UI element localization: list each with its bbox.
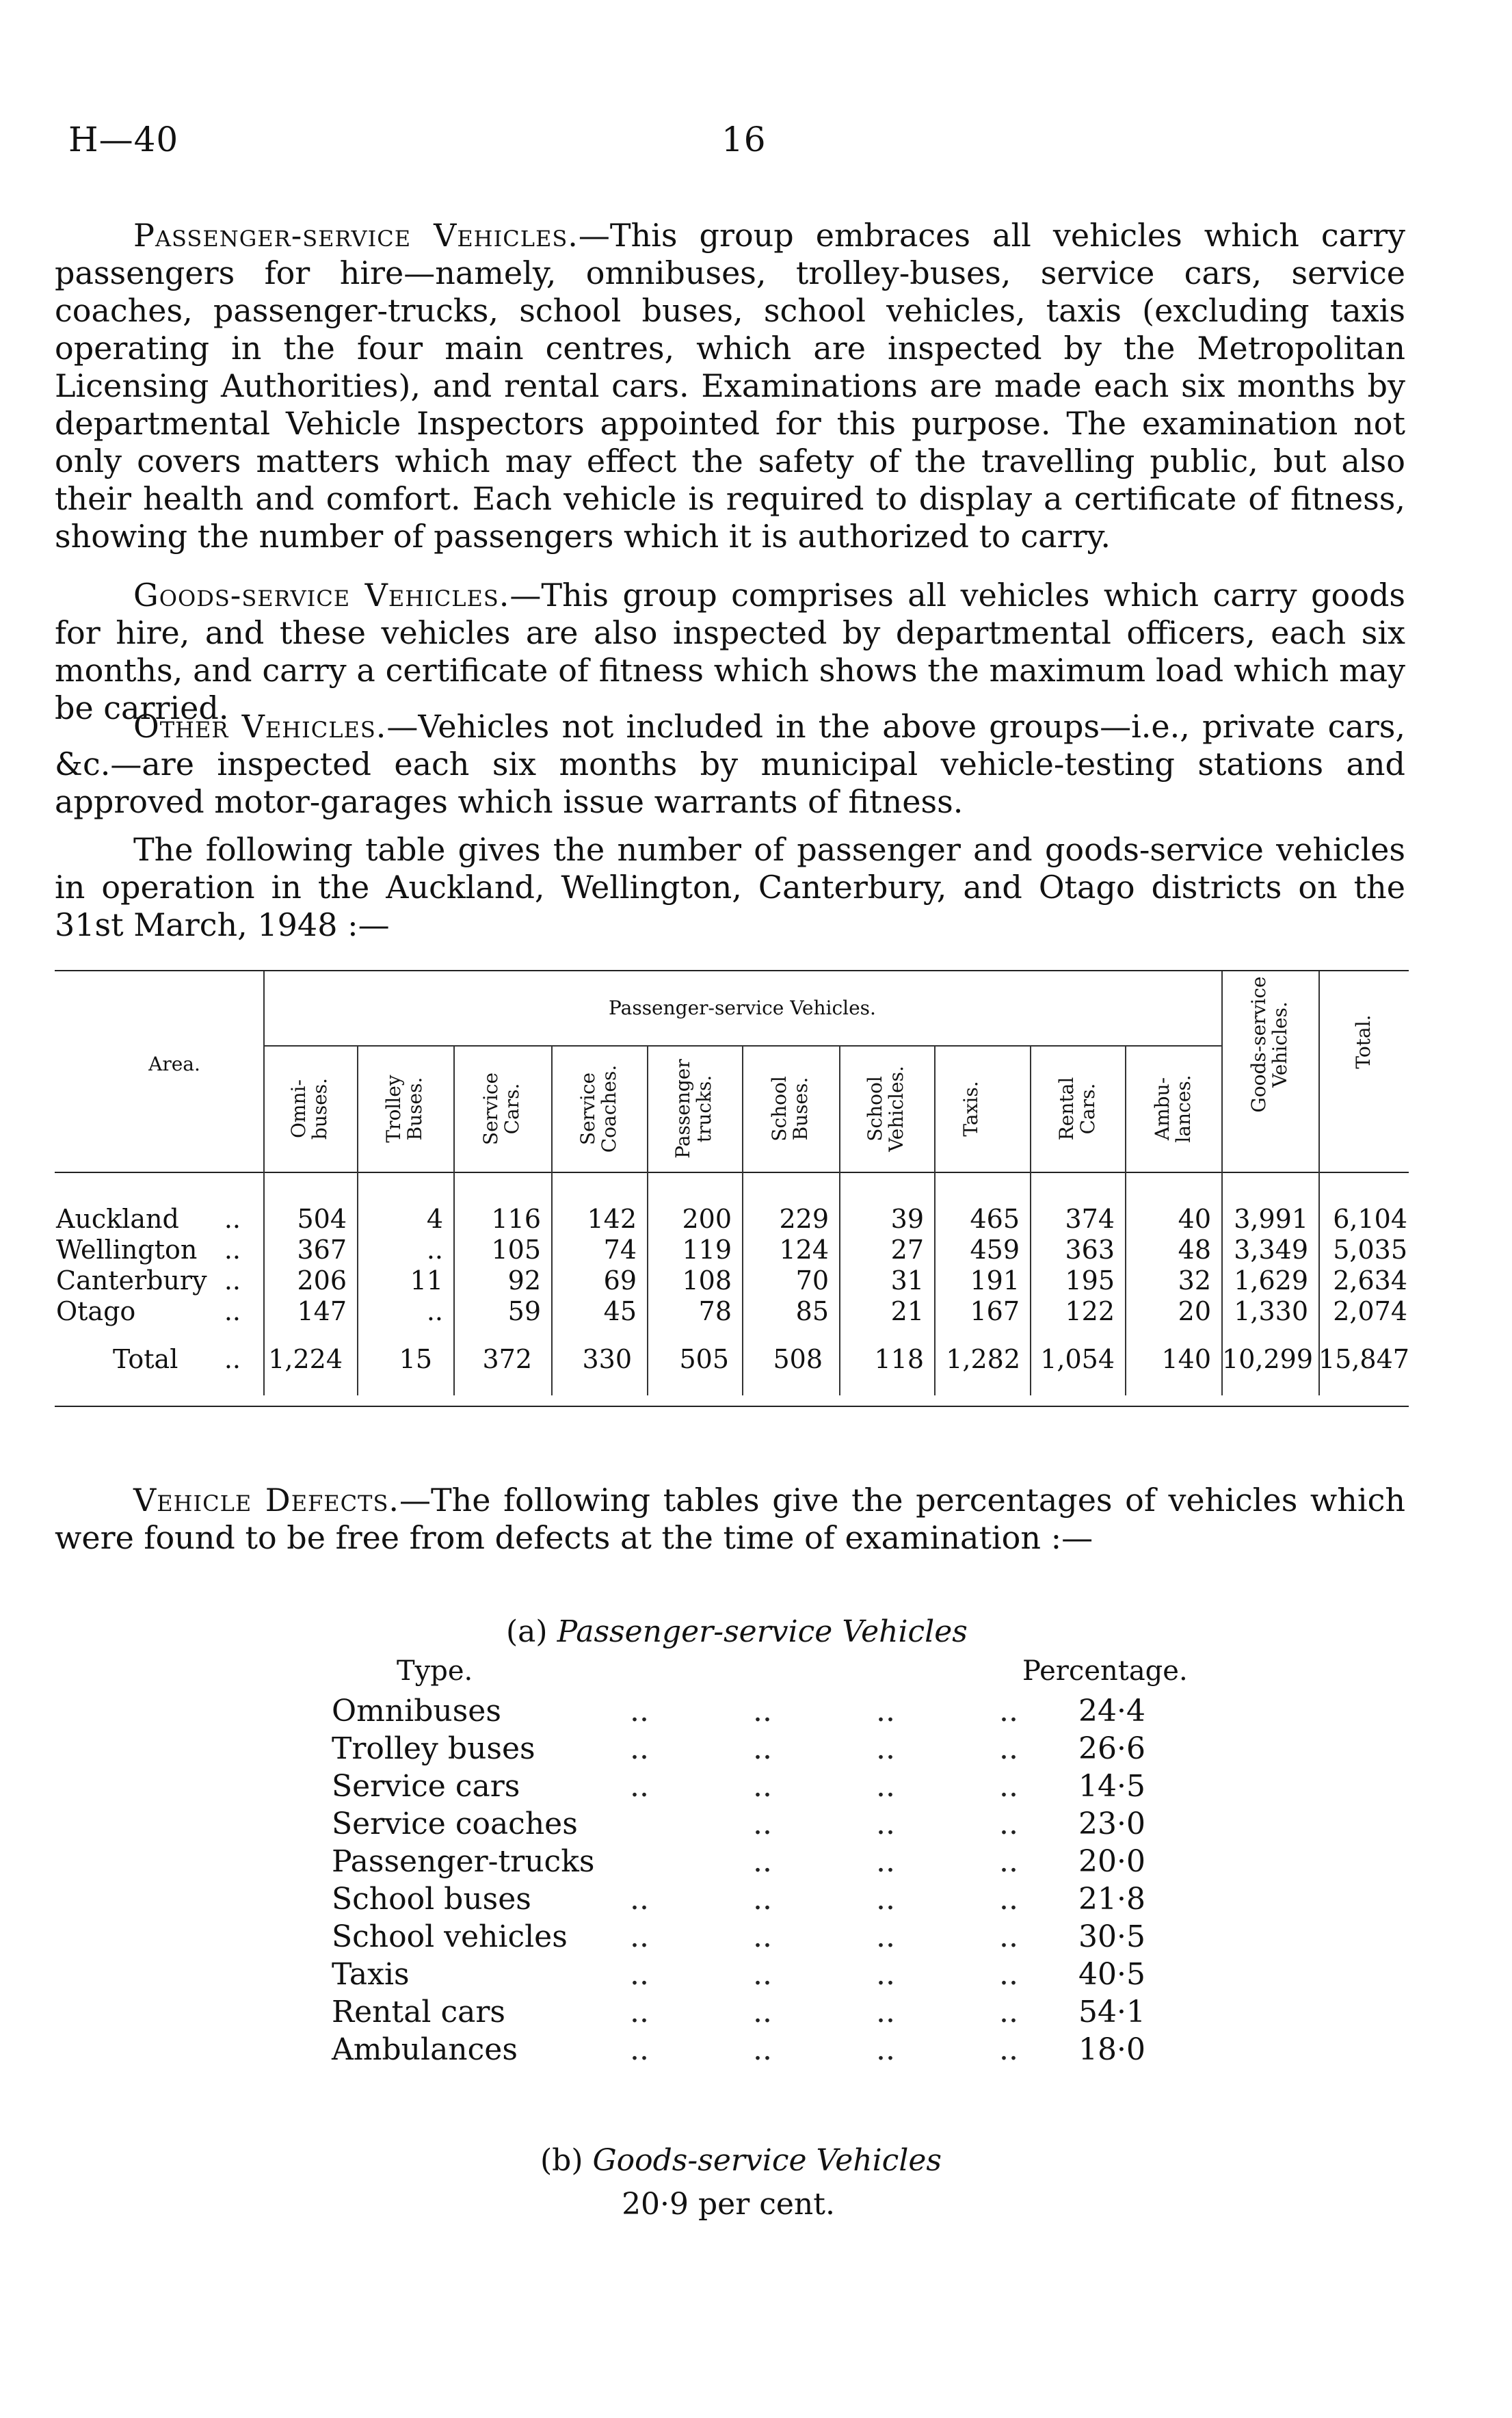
- col-header-school-vehicles: School Vehicles.: [864, 1066, 907, 1152]
- col-header-ambulances: Ambu- lances.: [1151, 1075, 1195, 1143]
- table-cell: 119: [682, 1235, 732, 1265]
- table-cell: 70: [795, 1265, 829, 1296]
- col-header-service-coaches: Service Coaches.: [576, 1064, 620, 1153]
- table-cell: 11: [410, 1265, 443, 1296]
- col-divider: [1318, 971, 1320, 1395]
- paragraph-text: —This group embraces all vehicles which carry passengers for hire—namely, omnibuses, trolley-buses, service cars, service coaches, passenger-trucks, school buses, school vehicles, taxis (excluding taxis operating in the four main centres, which are inspected by the Metropolitan Licensing Authorities), and rental cars. Examinations are made each six months by departmental Vehicle Inspectors appointed for this purpose. The examination not only covers matters which may effect the safety of the travelling public, but also their health and comfort. Each vehicle is required to display a certificate of fitness, showing the number of passengers which it is authorized to carry.: [55, 217, 1406, 555]
- table-cell: 69: [603, 1265, 637, 1296]
- table-cell: 147: [297, 1296, 347, 1326]
- group-header-underline: [263, 1045, 1221, 1047]
- table-cell: 32: [1178, 1265, 1211, 1296]
- row-area: Total ..: [113, 1344, 241, 1374]
- table-cell: 6,104: [1333, 1204, 1407, 1234]
- percentage-column-header: Percentage.: [1022, 1655, 1188, 1687]
- list-item: Trolley buses .. .. .. .. 26·6: [332, 1731, 1145, 1766]
- table-cell: 465: [970, 1204, 1020, 1234]
- paragraph-passenger-service: [55, 217, 1405, 555]
- list-item: Service coaches .. .. .. 23·0: [332, 1806, 1145, 1841]
- list-item: School buses .. .. .. .. 21·8: [332, 1882, 1145, 1917]
- paragraph-goods-service: [55, 577, 1405, 727]
- table-cell: 78: [698, 1296, 732, 1326]
- table-cell: 229: [779, 1204, 829, 1234]
- table-cell: 504: [297, 1204, 347, 1234]
- paragraph-vehicle-defects: [55, 1482, 1405, 1557]
- table-cell: 142: [587, 1204, 637, 1234]
- col-header-school-buses: School Buses.: [768, 1076, 812, 1142]
- table-cell: 363: [1065, 1235, 1115, 1265]
- col-header-trolley-buses: Trolley Buses.: [382, 1075, 426, 1143]
- col-header-total: Total.: [1352, 1014, 1375, 1069]
- paragraph-lead: Passenger-service Vehicles.: [133, 217, 579, 254]
- paragraph-text: The following table gives the number of passenger and goods-service vehicles in operation in the Auckland, Wellington, Canterbury, and Otago districts on the 31st March, 1948 :—: [55, 831, 1405, 943]
- list-item: Passenger-trucks .. .. .. 20·0: [332, 1844, 1145, 1879]
- table-cell: 105: [491, 1235, 541, 1265]
- table-cell: 74: [603, 1235, 637, 1265]
- table-cell: 4: [426, 1204, 443, 1234]
- table-cell: 48: [1178, 1235, 1211, 1265]
- table-cell: 31: [890, 1265, 924, 1296]
- type-column-header: Type.: [397, 1655, 473, 1687]
- page-number: 16: [721, 120, 767, 159]
- table-cell: 20: [1178, 1296, 1211, 1326]
- col-header-rental-cars: Rental Cars.: [1055, 1077, 1099, 1141]
- table-cell: 21: [890, 1296, 924, 1326]
- paragraph-lead: Other Vehicles.: [133, 708, 387, 745]
- paragraph-text: —Vehicles not included in the above groups—i.e., private cars, &c.—are inspected each six months by municipal vehicle-testing stations and approved motor-garages which issue warrants of fitness.: [55, 708, 1405, 820]
- table-cell: 167: [970, 1296, 1020, 1326]
- table-cell: 2,074: [1333, 1296, 1407, 1326]
- table-cell: 116: [491, 1204, 541, 1234]
- row-area: Auckland ..: [56, 1204, 241, 1234]
- table-cell: 122: [1065, 1296, 1115, 1326]
- table-cell: 1,282: [946, 1344, 1020, 1374]
- row-area: Otago ..: [56, 1296, 241, 1326]
- table-cell: 374: [1065, 1204, 1115, 1234]
- table-cell: 124: [779, 1235, 829, 1265]
- col-header-taxis: Taxis.: [959, 1081, 982, 1137]
- section-a-heading: (a) Passenger-service Vehicles: [506, 1614, 968, 1649]
- table-cell: 191: [970, 1265, 1020, 1296]
- list-item: Rental cars .. .. .. .. 54·1: [332, 1995, 1145, 2029]
- table-cell: 206: [297, 1265, 347, 1296]
- area-header: Area.: [148, 1053, 200, 1075]
- table-cell: 40: [1178, 1204, 1211, 1234]
- table-cell: 5,035: [1333, 1235, 1407, 1265]
- list-item: Omnibuses .. .. .. .. 24·4: [332, 1694, 1145, 1729]
- goods-service-percentage: 20·9 per cent.: [622, 2187, 835, 2222]
- row-area: Wellington ..: [56, 1235, 241, 1265]
- table-cell: 505: [679, 1344, 729, 1374]
- paragraph-text: —The following tables give the percentages of vehicles which were found to be free from defects at the time of examination :—: [55, 1482, 1405, 1556]
- col-divider: [263, 971, 265, 1395]
- table-cell: 39: [890, 1204, 924, 1234]
- col-header-service-cars: Service Cars.: [479, 1072, 523, 1146]
- paragraph-text: —This group comprises all vehicles which carry goods for hire, and these vehicles are also inspected by departmental officers, each six months, and carry a certificate of fitness which shows the maximum load which may be carried.: [55, 577, 1405, 726]
- table-cell: 459: [970, 1235, 1020, 1265]
- table-cell: 1,224: [268, 1344, 343, 1374]
- table-cell: 330: [582, 1344, 632, 1374]
- col-header-goods-service: Goods-service Vehicles.: [1247, 976, 1291, 1113]
- table-cell: 118: [874, 1344, 924, 1374]
- list-item: Service cars .. .. .. .. 14·5: [332, 1769, 1145, 1804]
- table-cell: 2,634: [1333, 1265, 1407, 1296]
- col-header-passenger-trucks: Passenger trucks.: [672, 1059, 715, 1159]
- table-cell: 140: [1161, 1344, 1211, 1374]
- table-cell: ..: [426, 1235, 443, 1265]
- row-area: Canterbury ..: [56, 1265, 241, 1296]
- report-reference: H—40: [68, 120, 179, 159]
- table-cell: 3,991: [1234, 1204, 1308, 1234]
- table-cell: 200: [682, 1204, 732, 1234]
- table-cell: 45: [603, 1296, 637, 1326]
- table-cell: 1,330: [1234, 1296, 1308, 1326]
- table-cell: 15: [399, 1344, 432, 1374]
- list-item: Ambulances .. .. .. .. 18·0: [332, 2032, 1145, 2067]
- paragraph-lead: Vehicle Defects.: [133, 1482, 399, 1519]
- table-cell: 85: [795, 1296, 829, 1326]
- section-b-heading: (b) Goods-service Vehicles: [540, 2143, 942, 2178]
- list-item: Taxis .. .. .. .. 40·5: [332, 1957, 1145, 1992]
- table-header-rule: [55, 1172, 1409, 1173]
- paragraph-lead: Goods-service Vehicles.: [133, 577, 510, 614]
- table-bottom-rule: [55, 1406, 1409, 1407]
- table-top-rule: [55, 970, 1409, 971]
- table-cell: 367: [297, 1235, 347, 1265]
- table-cell: 15,847: [1318, 1344, 1409, 1374]
- table-cell: 195: [1065, 1265, 1115, 1296]
- table-cell: 372: [482, 1344, 532, 1374]
- table-cell: 92: [507, 1265, 541, 1296]
- table-cell: 508: [773, 1344, 823, 1374]
- paragraph-other-vehicles: [55, 708, 1405, 821]
- table-cell: 59: [507, 1296, 541, 1326]
- table-cell: 1,629: [1234, 1265, 1308, 1296]
- col-divider: [1221, 971, 1223, 1395]
- col-header-omnibuses: Omni- buses.: [287, 1077, 331, 1140]
- list-item: School vehicles .. .. .. .. 30·5: [332, 1919, 1145, 1954]
- table-cell: 1,054: [1040, 1344, 1115, 1374]
- table-cell: 3,349: [1234, 1235, 1308, 1265]
- table-cell: 10,299: [1222, 1344, 1313, 1374]
- table-cell: 108: [682, 1265, 732, 1296]
- table-cell: 27: [890, 1235, 924, 1265]
- group-header: Passenger-service Vehicles.: [609, 997, 876, 1019]
- table-cell: ..: [426, 1296, 443, 1326]
- paragraph-table-intro: [55, 831, 1405, 944]
